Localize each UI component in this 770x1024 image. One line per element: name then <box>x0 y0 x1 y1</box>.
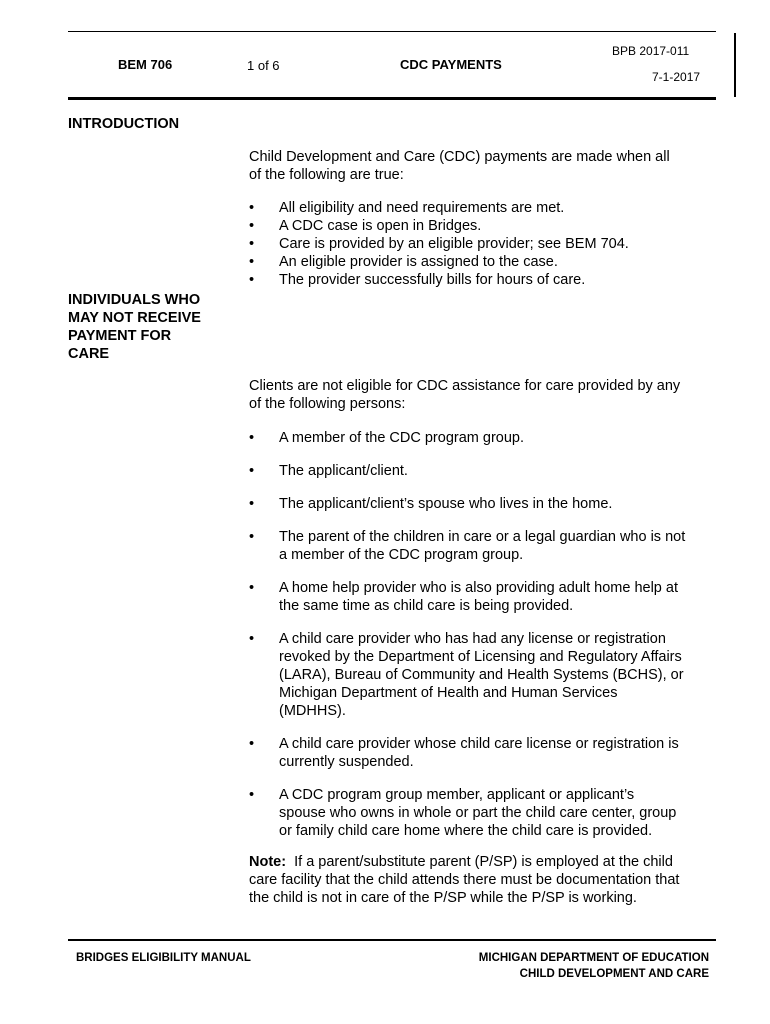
individuals-paragraph-line: of the following persons: <box>249 396 406 412</box>
intro-paragraph-line: Child Development and Care (CDC) payments are made when all <box>249 149 670 165</box>
bullet-icon: • <box>249 496 255 512</box>
list-item: • A member of the CDC program group. <box>249 430 524 446</box>
note-line: the child is not in care of the P/SP while the P/SP is working. <box>249 890 637 906</box>
list-item: • A CDC case is open in Bridges. <box>249 218 482 234</box>
heading-line: INDIVIDUALS WHO <box>68 292 201 308</box>
change-bar <box>734 33 736 97</box>
bullet-icon: • <box>249 218 255 234</box>
footer-program: CHILD DEVELOPMENT AND CARE <box>519 968 709 980</box>
bullet-icon: • <box>249 254 255 270</box>
note-line: care facility that the child attends there must be documentation that <box>249 872 680 888</box>
heading-line: PAYMENT FOR <box>68 328 172 344</box>
list-item: • All eligibility and need requirements are met. <box>249 200 565 216</box>
list-item: • A child care provider who has had any license or registration revoked by the Department of Licensing and Regulatory Affairs (LARA), Bureau of Community and Health Systems (BCHS), or Michigan Department of Health and Human Services (MDHHS). <box>249 631 684 719</box>
footer-manual-name: BRIDGES ELIGIBILITY MANUAL <box>76 952 251 964</box>
note-line: If a parent/substitute parent (P/SP) is employed at the child <box>294 854 673 870</box>
section-heading-individuals <box>68 291 238 363</box>
bullet-icon: • <box>249 463 255 479</box>
individuals-paragraph <box>249 377 719 413</box>
page-title: CDC PAYMENTS <box>400 57 502 72</box>
heading-line: CARE <box>68 346 110 362</box>
bullet-icon: • <box>249 272 255 288</box>
list-item: • An eligible provider is assigned to the case. <box>249 254 558 270</box>
bullet-icon: • <box>249 200 255 216</box>
heading-line: MAY NOT RECEIVE <box>68 310 201 326</box>
list-item: • Care is provided by an eligible provider; see BEM 704. <box>249 236 629 252</box>
header-top-rule <box>68 31 716 32</box>
footer-rule <box>68 939 716 941</box>
intro-paragraph <box>249 148 719 184</box>
section-heading-introduction: INTRODUCTION <box>68 116 180 132</box>
intro-bullet-list <box>249 199 719 289</box>
header-bottom-rule <box>68 97 716 100</box>
note-block <box>249 853 719 907</box>
bullet-icon: • <box>249 736 255 752</box>
list-item: • A CDC program group member, applicant or applicant’s spouse who owns in whole or part the child care center, group or family child care home where the child care is provided. <box>249 787 677 839</box>
bullet-icon: • <box>249 631 255 647</box>
intro-paragraph-line: of the following are true: <box>249 167 404 183</box>
list-item: • The applicant/client. <box>249 463 408 479</box>
list-item: • The applicant/client’s spouse who lives in the home. <box>249 496 613 512</box>
individuals-bullet-list <box>249 429 719 840</box>
page-number: 1 of 6 <box>247 58 280 73</box>
list-item: • A home help provider who is also providing adult home help at the same time as child care is being provided. <box>249 580 678 614</box>
footer-department: MICHIGAN DEPARTMENT OF EDUCATION <box>478 952 709 964</box>
bullet-icon: • <box>249 236 255 252</box>
effective-date: 7-1-2017 <box>652 70 701 84</box>
bullet-icon: • <box>249 430 255 446</box>
bullet-icon: • <box>249 787 255 803</box>
list-item: • A child care provider whose child care license or registration is currently suspended. <box>249 736 679 770</box>
list-item: • The parent of the children in care or a legal guardian who is not a member of the CDC program group. <box>249 529 686 563</box>
list-item: • The provider successfully bills for hours of care. <box>249 272 586 288</box>
bullet-icon: • <box>249 580 255 596</box>
individuals-paragraph-line: Clients are not eligible for CDC assistance for care provided by any <box>249 378 681 394</box>
bullet-icon: • <box>249 529 255 545</box>
bulletin-number: BPB 2017-011 <box>612 44 690 58</box>
manual-id: BEM 706 <box>118 57 173 72</box>
note-label: Note: <box>249 854 287 870</box>
